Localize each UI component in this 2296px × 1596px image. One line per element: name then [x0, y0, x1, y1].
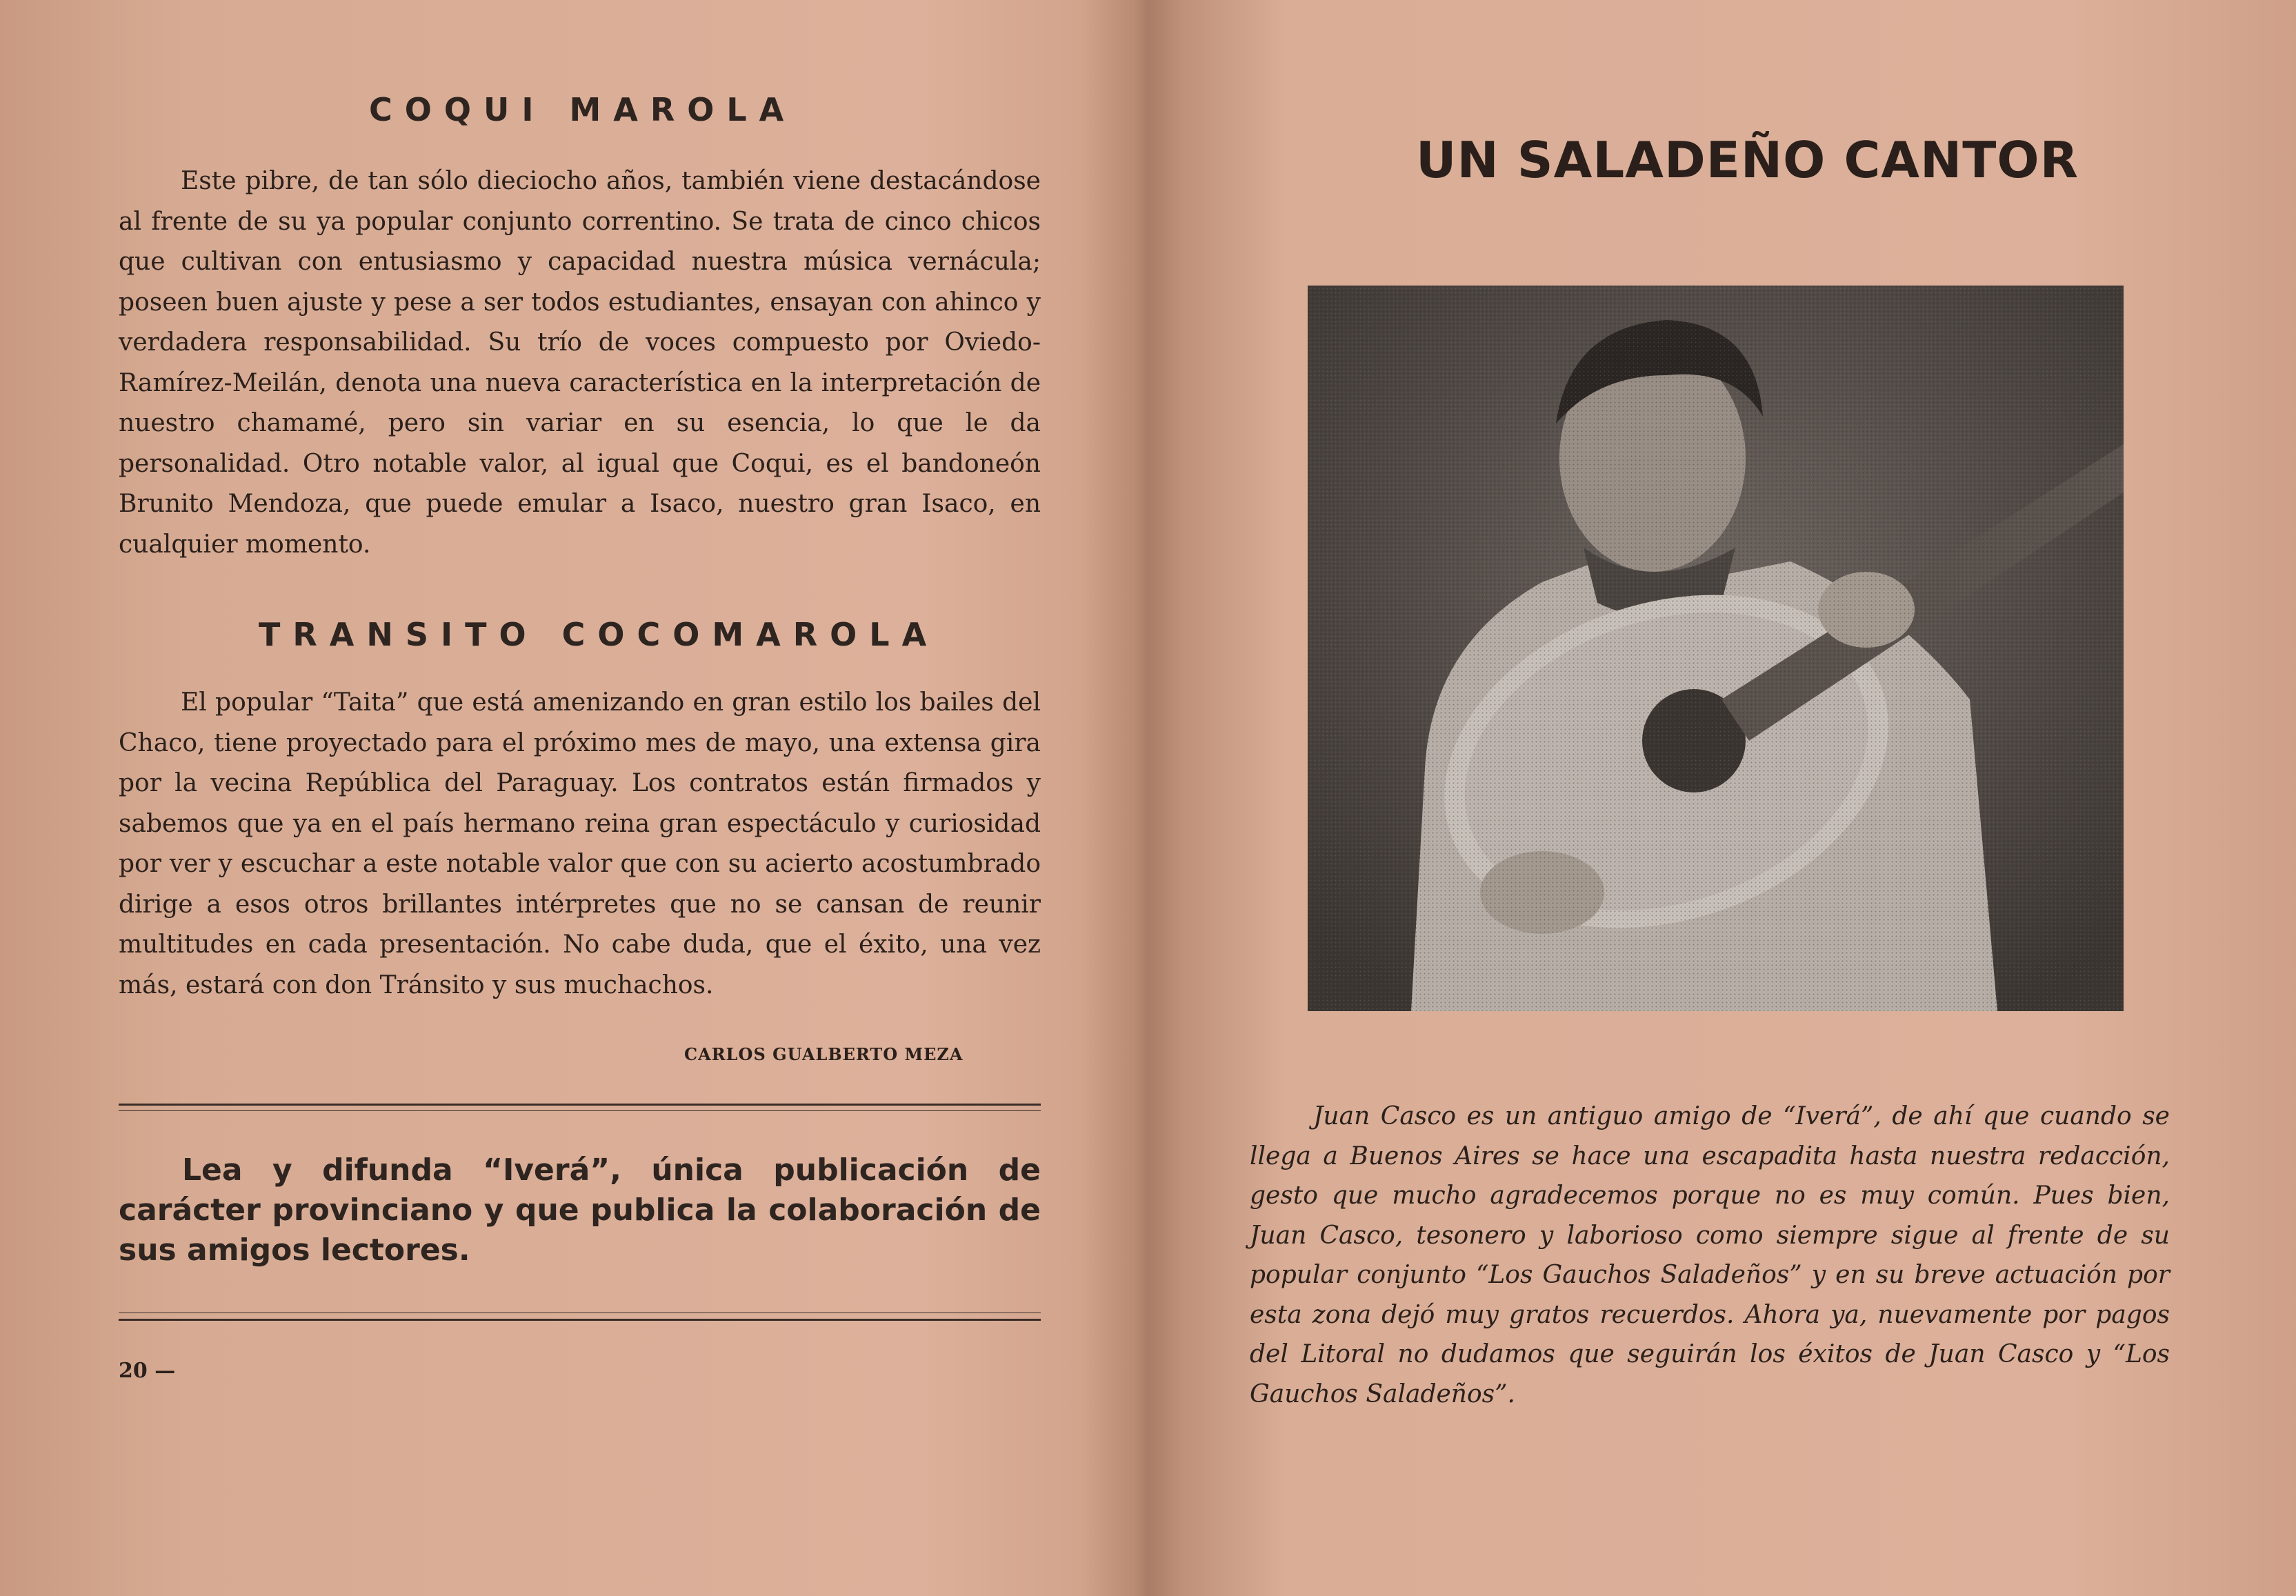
article-paragraph-transito: [119, 683, 1041, 1006]
photo-caption: [1250, 1097, 2170, 1414]
guitarist-photo: [1308, 286, 2124, 1011]
article-title: UN SALADEÑO CANTOR: [1416, 131, 2079, 189]
divider-rule-top: [119, 1104, 1041, 1106]
author-signature: CARLOS GUALBERTO MEZA: [684, 1044, 964, 1064]
divider-rule-bottom: [119, 1319, 1041, 1321]
paragraph-text: Este pibre, de tan sólo dieciocho años, también viene destacándose al frente de su ya popular conjunto correntino. Se trata de cinco chicos que cultivan con entusiasmo y capacidad nuestra música vernácula; poseen buen ajuste y pese a ser todos estudiantes, ensayan con ahinco y verdadera responsabilidad. Su trío de voces compuesto por Oviedo-Ramírez-Meilán, denota una nueva característica en la interpretación de nuestro chamamé, pero sin variar en su esencia, lo que le da personalidad. Otro notable valor, al igual que Coqui, es el bandoneón Brunito Mendoza, que puede emular a Isaco, nuestro gran Isaco, en cualquier momento.: [119, 167, 1041, 559]
section-heading-transito-cocomarola: TRANSITO COCOMAROLA: [259, 616, 939, 653]
caption-text: Juan Casco es un antiguo amigo de “Iverá”, de ahí que cuando se llega a Buenos Aires se hace una escapadita hasta nuestra redacción, gesto que mucho agradecemos porque no es muy común. Pues bien, Juan Casco, tesonero y laborioso como siempre sigue al frente de su popular conjunto “Los Gauchos Saladeños” y en su breve actuación por esta zona dejó muy gratos recuerdos. Ahora ya, nuevamente por pagos del Litoral no dudamos que seguirán los éxitos de Juan Casco y “Los Gauchos Saladeños”.: [1250, 1102, 2170, 1408]
promo-text: Lea y difunda “Iverá”, única publicación de carácter provinciano y que publica la colaboración de sus amigos lectores.: [119, 1153, 1041, 1268]
page-number: 20 —: [119, 1359, 176, 1383]
divider-rule-top-thin: [119, 1110, 1041, 1111]
section-heading-coqui-marola: COQUI MAROLA: [369, 91, 797, 128]
article-paragraph-coqui: [119, 161, 1041, 565]
paragraph-text: El popular “Taita” que está amenizando en gran estilo los bailes del Chaco, tiene proyectado para el próximo mes de mayo, una extensa gira por la vecina República del Paraguay. Los contratos están firmados y sabemos que ya en el país hermano reina gran espectáculo y curiosidad por ver y escuchar a este notable valor que con su acierto acostumbrado dirige a esos otros brillantes intérpretes que no se cansan de reunir multitudes en cada presentación. No cabe duda, que el éxito, una vez más, estará con don Tránsito y sus muchachos.: [119, 688, 1041, 999]
left-page: [0, 0, 1145, 1596]
promo-box: [119, 1150, 1041, 1270]
